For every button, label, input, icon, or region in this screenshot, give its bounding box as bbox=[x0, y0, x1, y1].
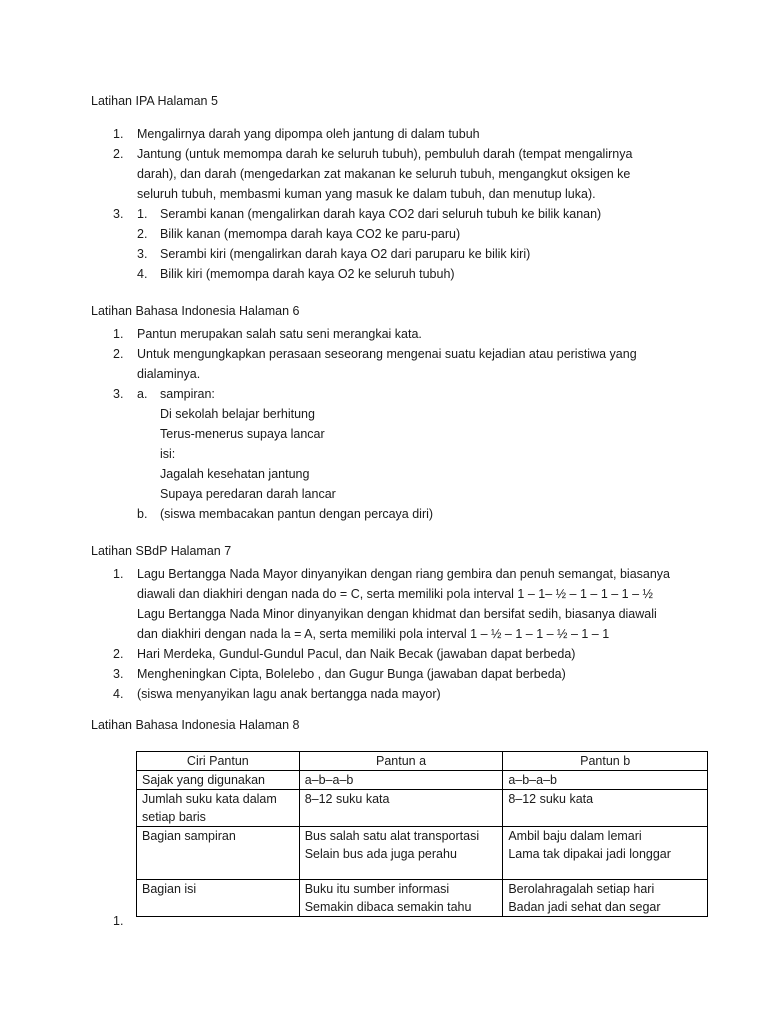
list-number: 2. bbox=[113, 347, 124, 361]
cell-line: Semakin dibaca semakin tahu bbox=[304, 900, 472, 914]
list-number: 2. bbox=[113, 647, 124, 661]
table-cell: a–b–a–b bbox=[299, 771, 503, 790]
cell-text: Bagian isi bbox=[142, 882, 197, 896]
list-number: 2. bbox=[113, 147, 124, 161]
list-item: (siswa menyanyikan lagu anak bertangga nada mayor) bbox=[137, 687, 441, 701]
section-title-ipa: Latihan IPA Halaman 5 bbox=[91, 94, 218, 108]
sub-list-letter: a. bbox=[137, 387, 148, 401]
list-number: 1. bbox=[113, 914, 124, 928]
list-item-continuation: seluruh tubuh, membasmi kuman yang masuk ke dalam tubuh, dan menutup luka). bbox=[137, 187, 596, 201]
sub-list-letter: b. bbox=[137, 507, 148, 521]
table-header-cell: Ciri Pantun bbox=[137, 752, 300, 771]
sub-list-item: Bilik kiri (memompa darah kaya O2 ke seluruh tubuh) bbox=[160, 267, 455, 281]
table-header-cell: Pantun a bbox=[299, 752, 503, 771]
list-number: 1. bbox=[113, 327, 124, 341]
sub-list-item: Serambi kiri (mengalirkan darah kaya O2 dari paruparu ke bilik kiri) bbox=[160, 247, 531, 261]
sub-list-item: Bilik kanan (memompa darah kaya CO2 ke paru-paru) bbox=[160, 227, 461, 241]
section-title-sbdp: Latihan SBdP Halaman 7 bbox=[91, 544, 232, 558]
table-cell: Sajak yang digunakan bbox=[137, 771, 300, 790]
list-item-continuation: diawali dan diakhiri dengan nada do = C, serta memiliki pola interval 1 – 1– ½ – 1 – 1 – 1 – ½ bbox=[137, 587, 653, 601]
list-item: Lagu Bertangga Nada Mayor dinyanyikan dengan riang gembira dan penuh semangat, biasanya bbox=[137, 567, 671, 581]
sub-list-number: 3. bbox=[137, 247, 148, 261]
pantun-line: Supaya peredaran darah lancar bbox=[160, 487, 336, 501]
table-cell: Jumlah suku kata dalam setiap baris bbox=[137, 790, 300, 827]
sub-list-number: 1. bbox=[137, 207, 148, 221]
table-row bbox=[137, 790, 708, 827]
table-cell: 8–12 suku kata bbox=[299, 790, 503, 827]
table-row bbox=[137, 827, 708, 880]
table-row bbox=[137, 771, 708, 790]
sampiran-label: sampiran: bbox=[160, 387, 215, 401]
cell-line: Berolahragalah setiap hari bbox=[508, 882, 655, 896]
sub-list-number: 2. bbox=[137, 227, 148, 241]
list-item-continuation: dialaminya. bbox=[137, 367, 201, 381]
cell-line: Ambil baju dalam lemari bbox=[508, 829, 642, 843]
table-cell bbox=[503, 827, 708, 880]
list-item: Hari Merdeka, Gundul-Gundul Pacul, dan Naik Becak (jawaban dapat berbeda) bbox=[137, 647, 576, 661]
pantun-line: Jagalah kesehatan jantung bbox=[160, 467, 310, 481]
table-cell bbox=[137, 827, 300, 880]
cell-text: Bagian sampiran bbox=[142, 829, 236, 843]
list-number: 4. bbox=[113, 687, 124, 701]
sub-list-item: Serambi kanan (mengalirkan darah kaya CO2 dari seluruh tubuh ke bilik kanan) bbox=[160, 207, 602, 221]
list-number: 1. bbox=[113, 127, 124, 141]
list-number: 3. bbox=[113, 387, 124, 401]
sub-list-number: 4. bbox=[137, 267, 148, 281]
table-row bbox=[137, 880, 708, 917]
table-header-row bbox=[137, 752, 708, 771]
pantun-table bbox=[136, 751, 708, 917]
list-number: 3. bbox=[113, 667, 124, 681]
list-item-continuation: dan diakhiri dengan nada la = A, serta memiliki pola interval 1 – ½ – 1 – 1 – ½ – 1 – 1 bbox=[137, 627, 610, 641]
section-title-bi6: Latihan Bahasa Indonesia Halaman 6 bbox=[91, 304, 300, 318]
table-cell: 8–12 suku kata bbox=[503, 790, 708, 827]
table-cell bbox=[137, 880, 300, 917]
cell-line: Buku itu sumber informasi bbox=[304, 882, 450, 896]
list-item-continuation: darah), dan darah (mengedarkan zat makanan ke seluruh tubuh, mengangkut oksigen ke bbox=[137, 167, 631, 181]
pantun-line: Di sekolah belajar berhitung bbox=[160, 407, 315, 421]
table-cell bbox=[299, 827, 503, 880]
isi-label: isi: bbox=[160, 447, 176, 461]
section-title-bi8: Latihan Bahasa Indonesia Halaman 8 bbox=[91, 718, 300, 732]
list-item-continuation: Lagu Bertangga Nada Minor dinyanyikan dengan khidmat dan bersifat sedih, biasanya diawali bbox=[137, 607, 657, 621]
cell-line: Lama tak dipakai jadi longgar bbox=[508, 847, 671, 861]
list-item: Mengheningkan Cipta, Bolelebo , dan Gugur Bunga (jawaban dapat berbeda) bbox=[137, 667, 566, 681]
list-number: 3. bbox=[113, 207, 124, 221]
list-item: Pantun merupakan salah satu seni merangkai kata. bbox=[137, 327, 422, 341]
list-number: 1. bbox=[113, 567, 124, 581]
list-item: Jantung (untuk memompa darah ke seluruh tubuh), pembuluh darah (tempat mengalirnya bbox=[137, 147, 633, 161]
table-header-cell: Pantun b bbox=[503, 752, 708, 771]
sub-list-item: (siswa membacakan pantun dengan percaya diri) bbox=[160, 507, 434, 521]
table-cell: a–b–a–b bbox=[503, 771, 708, 790]
table-cell bbox=[503, 880, 708, 917]
table-cell bbox=[299, 880, 503, 917]
list-item: Mengalirnya darah yang dipompa oleh jantung di dalam tubuh bbox=[137, 127, 480, 141]
pantun-line: Terus-menerus supaya lancar bbox=[160, 427, 325, 441]
cell-line: Bus salah satu alat transportasi bbox=[304, 829, 480, 843]
cell-line: Badan jadi sehat dan segar bbox=[508, 900, 661, 914]
list-item: Untuk mengungkapkan perasaan seseorang mengenai suatu kejadian atau peristiwa yang bbox=[137, 347, 637, 361]
cell-line: Selain bus ada juga perahu bbox=[304, 847, 457, 861]
